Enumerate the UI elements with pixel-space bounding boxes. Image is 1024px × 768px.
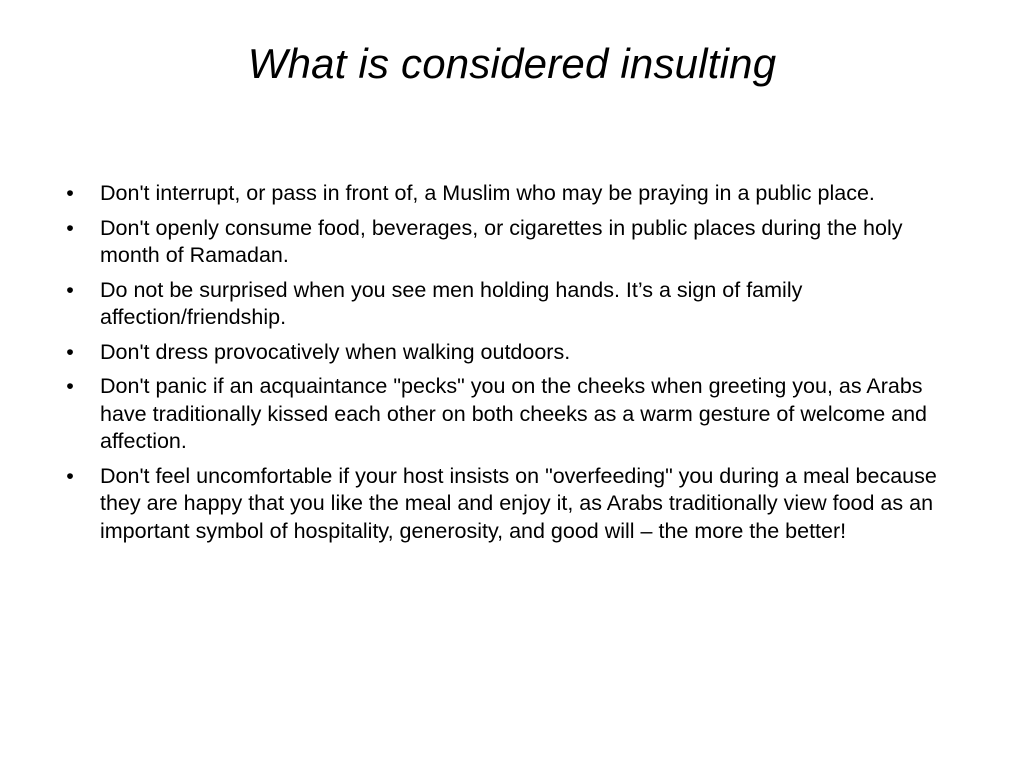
bullet-list [60, 180, 965, 552]
bullet-item [60, 463, 965, 546]
bullet-text: Don't interrupt, or pass in front of, a Muslim who may be praying in a public place. [100, 181, 875, 205]
bullet-text: Don't panic if an acquaintance "pecks" you on the cheeks when greeting you, as Arabs have traditionally kissed each other on both cheeks as a warm gesture of welcome and affection. [100, 374, 928, 453]
bullet-item [60, 373, 965, 456]
bullet-dot-icon: • [66, 277, 74, 302]
slide-title: What is considered insulting [247, 40, 777, 87]
bullet-item [60, 215, 965, 270]
bullet-dot-icon: • [66, 463, 74, 488]
bullet-text: Do not be surprised when you see men holding hands. It’s a sign of family affection/friendship. [100, 277, 803, 329]
bullet-dot-icon: • [66, 181, 74, 205]
bullet-item [60, 277, 965, 332]
bullet-dot-icon: • [66, 215, 74, 240]
bullet-item [60, 180, 965, 208]
bullet-item [60, 339, 965, 367]
bullet-text: Don't feel uncomfortable if your host insists on "overfeeding" you during a meal because they are happy that you like the meal and enjoy it, as Arabs traditionally view food as an important symbol of hospitality, generosity, and good will – the more the better! [100, 463, 937, 543]
bullet-dot-icon: • [66, 374, 74, 398]
bullet-dot-icon: • [66, 339, 74, 364]
bullet-text: Don't openly consume food, beverages, or cigarettes in public places during the holy month of Ramadan. [100, 215, 903, 267]
bullet-text: Don't dress provocatively when walking outdoors. [100, 339, 571, 364]
